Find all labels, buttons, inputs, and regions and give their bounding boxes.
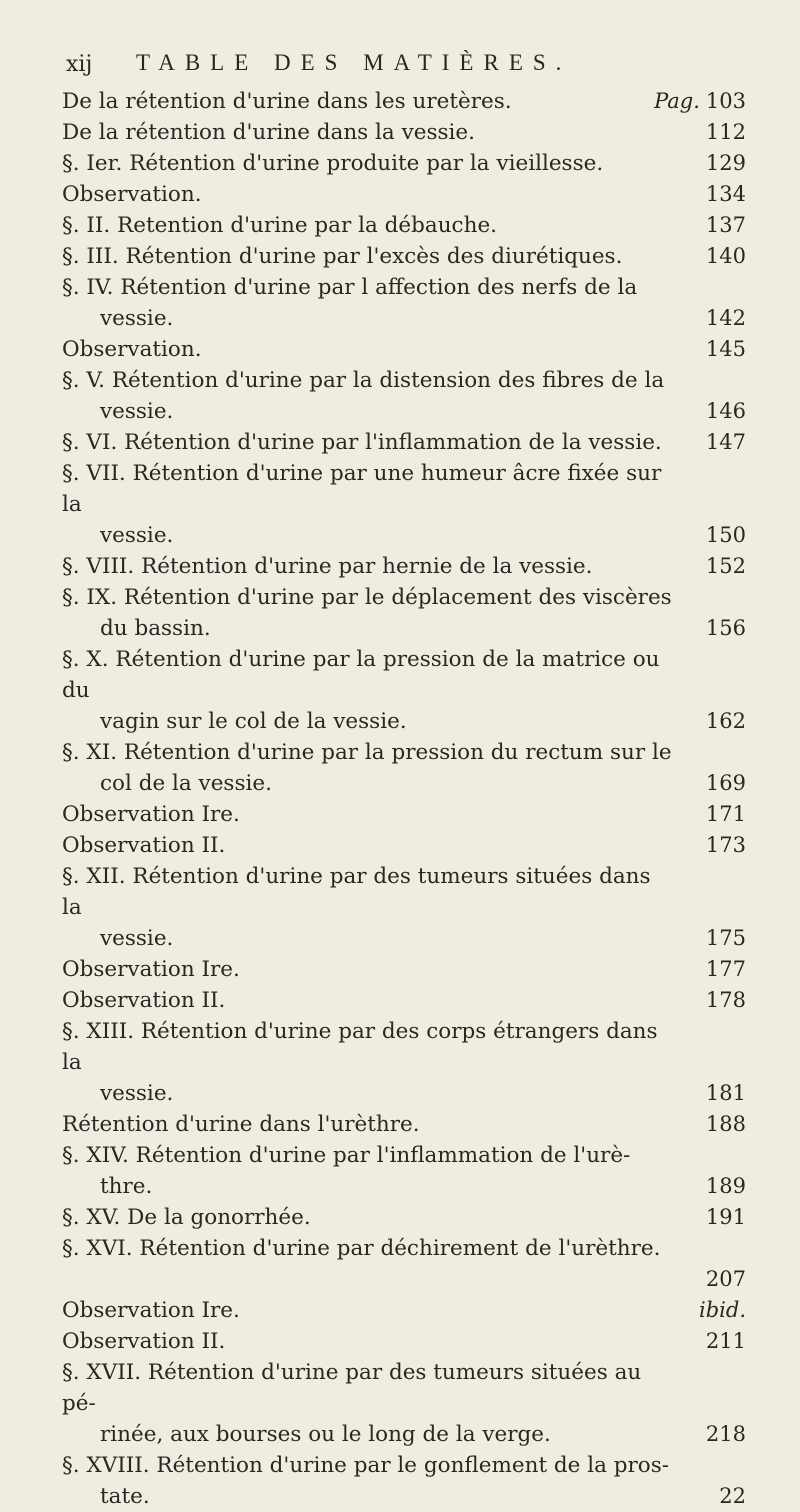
entry-continuation-text: vessie. bbox=[100, 926, 174, 951]
entry-text: §. XII. Rétention d'urine par des tumeurs situées dans la bbox=[62, 864, 651, 920]
entry-page bbox=[706, 954, 746, 985]
toc-entry bbox=[62, 179, 746, 210]
entry-continuation-text: thre. bbox=[100, 1174, 153, 1199]
entry-continuation-text: vessie. bbox=[100, 399, 174, 424]
page-ref: 218 bbox=[705, 1422, 746, 1446]
entry-text: §. V. Rétention d'urine par la distension des fibres de la bbox=[62, 368, 665, 393]
entry-text: §. IV. Rétention d'urine par l affection des nerfs de la bbox=[62, 275, 638, 300]
entry-text: Observation II. bbox=[62, 1329, 226, 1354]
entry-text: Rétention d'urine dans l'urèthre. bbox=[62, 1112, 420, 1137]
page-ref: 137 bbox=[705, 213, 746, 237]
page-ref: 129 bbox=[705, 151, 746, 175]
toc-entry-continuation bbox=[62, 1419, 746, 1450]
entry-page bbox=[699, 1295, 746, 1326]
entry-continuation-text: vessie. bbox=[100, 306, 174, 331]
entry-page bbox=[706, 1078, 746, 1109]
entry-page bbox=[706, 1202, 746, 1233]
page-ref: 22 bbox=[719, 1484, 746, 1508]
toc-entry bbox=[62, 86, 746, 117]
entry-page bbox=[706, 1171, 746, 1202]
page-ref: 175 bbox=[705, 926, 746, 950]
page-ref: 134 bbox=[705, 182, 746, 206]
entry-page bbox=[706, 334, 746, 365]
page-ref: 103 bbox=[705, 89, 746, 113]
entry-text: De la rétention d'urine dans la vessie. bbox=[62, 120, 475, 145]
entry-page bbox=[706, 706, 746, 737]
toc-entry bbox=[62, 551, 746, 582]
entry-page: 207 bbox=[705, 1267, 746, 1291]
page-ref: 142 bbox=[705, 306, 746, 330]
entry-page bbox=[706, 1109, 746, 1140]
page-ref: 140 bbox=[705, 244, 746, 268]
page-ref: 189 bbox=[705, 1174, 746, 1198]
entry-continuation-text: rinée, aux bourses ou le long de la verge. bbox=[100, 1422, 551, 1447]
toc-entry bbox=[62, 1016, 746, 1078]
entry-page bbox=[706, 799, 746, 830]
page-ref: 150 bbox=[705, 523, 746, 547]
toc-entry bbox=[62, 1450, 746, 1481]
toc-entry-continuation bbox=[62, 1078, 746, 1109]
toc-entry-continuation bbox=[62, 706, 746, 737]
entry-page bbox=[706, 520, 746, 551]
toc-entry bbox=[62, 1202, 746, 1233]
page-ref: 169 bbox=[705, 771, 746, 795]
entry-text: §. X. Rétention d'urine par la pression de la matrice ou du bbox=[62, 647, 660, 703]
entry-text: §. XVII. Rétention d'urine par des tumeurs situées au pé- bbox=[62, 1360, 642, 1416]
toc-entry bbox=[62, 985, 746, 1016]
toc-entry bbox=[62, 272, 746, 303]
entry-page bbox=[706, 830, 746, 861]
toc-entry bbox=[62, 1140, 746, 1171]
toc-entry bbox=[62, 1109, 746, 1140]
page-ref: 177 bbox=[705, 957, 746, 981]
toc-entry-continuation bbox=[62, 923, 746, 954]
pag-label: Pag. bbox=[654, 89, 700, 113]
entry-page bbox=[706, 427, 746, 458]
entry-page bbox=[706, 148, 746, 179]
page-ref: 181 bbox=[705, 1081, 746, 1105]
entry-continuation-text: vessie. bbox=[100, 523, 174, 548]
page-ref: ibid. bbox=[699, 1298, 746, 1322]
toc-entry-continuation bbox=[62, 1171, 746, 1202]
entry-page bbox=[706, 613, 746, 644]
toc-entry bbox=[62, 334, 746, 365]
page-ref: 146 bbox=[705, 399, 746, 423]
toc-entry bbox=[62, 830, 746, 861]
toc-entry bbox=[62, 1233, 746, 1295]
toc-entry bbox=[62, 861, 746, 923]
entry-text: §. XIII. Rétention d'urine par des corps étrangers dans la bbox=[62, 1019, 658, 1075]
entry-continuation-text: vagin sur le col de la vessie. bbox=[100, 709, 407, 734]
toc-entry bbox=[62, 737, 746, 768]
entry-text: Observation Ire. bbox=[62, 957, 240, 982]
entry-text: §. II. Retention d'urine par la débauche. bbox=[62, 213, 497, 238]
entry-page bbox=[706, 768, 746, 799]
entry-page bbox=[706, 396, 746, 427]
entry-page bbox=[706, 210, 746, 241]
page-ref: 145 bbox=[705, 337, 746, 361]
entry-page bbox=[706, 1419, 746, 1450]
entry-text: Observation Ire. bbox=[62, 802, 240, 827]
page-ref: 171 bbox=[705, 802, 746, 826]
toc-entry bbox=[62, 1295, 746, 1326]
page-ref: 147 bbox=[705, 430, 746, 454]
entry-page bbox=[706, 241, 746, 272]
toc-entry bbox=[62, 954, 746, 985]
entry-page bbox=[706, 303, 746, 334]
toc-entry bbox=[62, 427, 746, 458]
entry-text: §. VII. Rétention d'urine par une humeur âcre fixée sur la bbox=[62, 461, 662, 517]
entry-continuation-text: vessie. bbox=[100, 1081, 174, 1106]
page-ref: 156 bbox=[705, 616, 746, 640]
entry-page bbox=[719, 1481, 746, 1512]
toc-entry-continuation bbox=[62, 303, 746, 334]
entry-text: §. XVIII. Rétention d'urine par le gonflement de la pros- bbox=[62, 1453, 670, 1478]
toc-entry-continuation bbox=[62, 520, 746, 551]
page-ref: 173 bbox=[705, 833, 746, 857]
table-of-contents bbox=[62, 86, 746, 1512]
page-number: xij bbox=[66, 52, 93, 77]
entry-text: §. XIV. Rétention d'urine par l'inflammation de l'urè- bbox=[62, 1143, 631, 1168]
page-ref: 211 bbox=[705, 1329, 746, 1353]
entry-page bbox=[706, 1326, 746, 1357]
page-ref: 191 bbox=[705, 1205, 746, 1229]
entry-text: §. VI. Rétention d'urine par l'inflammation de la vessie. bbox=[62, 430, 662, 455]
entry-text: §. IX. Rétention d'urine par le déplacement des viscères bbox=[62, 585, 672, 610]
entry-page bbox=[706, 117, 746, 148]
page-ref: 178 bbox=[705, 988, 746, 1012]
entry-page bbox=[706, 923, 746, 954]
toc-entry bbox=[62, 458, 746, 520]
toc-entry bbox=[62, 1357, 746, 1419]
toc-entry bbox=[62, 1326, 746, 1357]
entry-continuation-text: col de la vessie. bbox=[100, 771, 272, 796]
entry-text: §. III. Rétention d'urine par l'excès des diurétiques. bbox=[62, 244, 623, 269]
entry-text: Observation II. bbox=[62, 833, 226, 858]
toc-entry bbox=[62, 365, 746, 396]
entry-page bbox=[706, 551, 746, 582]
entry-text: §. Ier. Rétention d'urine produite par la vieillesse. bbox=[62, 151, 604, 176]
toc-entry bbox=[62, 799, 746, 830]
page-ref: 152 bbox=[705, 554, 746, 578]
header-title: TABLE DES MATIÈRES. bbox=[136, 50, 572, 75]
entry-text: §. VIII. Rétention d'urine par hernie de la vessie. bbox=[62, 554, 593, 579]
page-ref: 112 bbox=[705, 120, 746, 144]
entry-text: Observation II. bbox=[62, 988, 226, 1013]
toc-entry bbox=[62, 117, 746, 148]
page-ref: 188 bbox=[705, 1112, 746, 1136]
running-header bbox=[66, 46, 746, 86]
entry-text: Observation. bbox=[62, 182, 202, 207]
entry-text: §. XI. Rétention d'urine par la pression du rectum sur le bbox=[62, 740, 672, 765]
toc-entry bbox=[62, 210, 746, 241]
entry-text: De la rétention d'urine dans les uretères. bbox=[62, 89, 512, 114]
entry-page bbox=[706, 179, 746, 210]
toc-entry-continuation bbox=[62, 1481, 746, 1512]
entry-continuation-text: du bassin. bbox=[100, 616, 211, 641]
entry-text: Observation Ire. bbox=[62, 1298, 240, 1323]
entry-text: §. XVI. Rétention d'urine par déchirement de l'urèthre. bbox=[62, 1236, 661, 1261]
entry-continuation-text: tate. bbox=[100, 1484, 150, 1509]
entry-text: §. XV. De la gonorrhée. bbox=[62, 1205, 311, 1230]
toc-entry bbox=[62, 148, 746, 179]
toc-entry-continuation bbox=[62, 768, 746, 799]
toc-entry bbox=[62, 644, 746, 706]
page-ref: 162 bbox=[705, 709, 746, 733]
entry-page bbox=[706, 985, 746, 1016]
entry-text: Observation. bbox=[62, 337, 202, 362]
entry-page bbox=[654, 86, 746, 117]
toc-entry-continuation bbox=[62, 396, 746, 427]
toc-entry bbox=[62, 582, 746, 613]
toc-entry-continuation bbox=[62, 613, 746, 644]
toc-entry bbox=[62, 241, 746, 272]
